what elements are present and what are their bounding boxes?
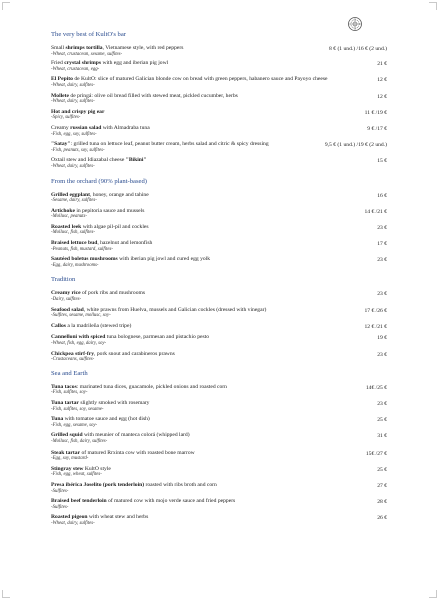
dish-detail-text: , pork snout and carabineros prawns bbox=[94, 350, 175, 357]
dish-detail-text: de pringá: olive oil bread filled with stewed meat, pickled cucumber, herbs bbox=[69, 92, 238, 99]
dish-price: 9,5 € (1 und.) /19 € (2 und.) bbox=[324, 142, 387, 149]
allergens-note: -Fish, egg, wheat, sulfites- bbox=[51, 472, 102, 478]
dish-price: 25 € bbox=[377, 417, 387, 424]
dish-name-line bbox=[51, 351, 371, 358]
dish-name-line bbox=[51, 432, 371, 439]
dish-price: 25 € bbox=[377, 466, 387, 473]
dish-price: 11 € /19 € bbox=[364, 109, 387, 116]
dish-name: Braised beef tenderloin bbox=[51, 498, 107, 505]
menu-item bbox=[51, 416, 387, 428]
dish-name-line bbox=[51, 192, 371, 199]
dish-price: 14€ /25 € bbox=[365, 384, 387, 391]
dish-name-line bbox=[51, 498, 371, 505]
dish-name: crystal shrimps bbox=[64, 60, 102, 67]
dish-price: 23 € bbox=[377, 351, 387, 358]
allergens-note: -Sulfites- bbox=[51, 488, 69, 494]
menu-item bbox=[51, 384, 387, 396]
dish-price: 8 € (1 und.) /16 € (2 und.) bbox=[329, 46, 387, 52]
dish-detail-text: de KultO: slice of matured Galician blonde cow on bread with green peppers, habanero sauce and Payoyo cheese bbox=[72, 76, 328, 83]
dish-name: Braised lettuce bud bbox=[51, 240, 98, 247]
allergens-note: -Sulfites- bbox=[51, 504, 69, 510]
allergens-note: -Wheat, fish, egg, dairy, soy- bbox=[51, 341, 107, 346]
dish-description bbox=[51, 141, 325, 153]
allergens-note: -Wheat, dairy, sulfites- bbox=[51, 82, 95, 88]
allergens-note: -Mollusc, fish, sulfites- bbox=[51, 230, 95, 236]
dish-price: 12 € bbox=[377, 77, 387, 84]
dish-detail-text: with Almadraba tuna bbox=[101, 124, 150, 131]
allergens-note: -Fish, peanuts, soy, sulfites- bbox=[51, 147, 105, 153]
dish-description bbox=[51, 351, 377, 363]
dish-name: Tuna tacos bbox=[51, 383, 77, 390]
dish-name: Roasted leek bbox=[51, 223, 82, 230]
dish-name-line bbox=[51, 384, 360, 391]
dish-name-line bbox=[51, 334, 371, 341]
allergens-note: -Egg, dairy, mushrooms- bbox=[51, 262, 99, 268]
dish-description bbox=[51, 60, 377, 72]
dish-name-line bbox=[51, 323, 358, 330]
dish-name: Callos bbox=[51, 322, 66, 329]
dish-name-line bbox=[51, 76, 371, 83]
dish-price: 14 € /21 € bbox=[364, 208, 387, 215]
menu-item bbox=[51, 290, 387, 302]
menu-item bbox=[51, 60, 387, 72]
menu-item bbox=[51, 498, 387, 510]
dish-detail-text: , white prawns from Huelva, mussels and Galician cockles (dressed with vinegar) bbox=[83, 306, 267, 313]
dish-price: 23 € bbox=[377, 224, 387, 231]
dish-price: 28 € bbox=[377, 499, 387, 506]
menu-item bbox=[51, 400, 387, 412]
dish-description bbox=[51, 45, 329, 57]
section-title: Sea and Earth bbox=[51, 369, 88, 377]
dish-name-line bbox=[51, 45, 323, 52]
dish-description bbox=[51, 307, 364, 319]
crop-mark-bottom-left bbox=[2, 590, 10, 598]
crop-mark-top-right bbox=[429, 2, 437, 10]
menu-section bbox=[51, 276, 387, 362]
dish-description bbox=[51, 125, 367, 137]
dish-detail-text: of pork ribs and mushrooms bbox=[80, 290, 146, 297]
dish-name: Tuna tartar bbox=[51, 399, 79, 406]
dish-name-line bbox=[51, 60, 371, 67]
section-title: From the orchard (90% plant-based) bbox=[51, 177, 147, 185]
dish-name-line bbox=[51, 400, 371, 407]
dish-detail-text: : grilled tuna on lettuce leaf, peanut butter cream, herbs salad and citric & spicy dressing bbox=[70, 141, 269, 148]
menu-item bbox=[51, 256, 387, 268]
dish-detail-text: with egg and iberian pig jowl bbox=[101, 60, 169, 67]
dish-price: 16 € bbox=[377, 192, 387, 199]
menu-item bbox=[51, 307, 387, 319]
dish-detail-text: with wheat stew and herbs bbox=[87, 514, 149, 521]
dish-description bbox=[51, 482, 377, 494]
dish-detail-text: of matured cow with mojo verde sauce and fried peppers bbox=[106, 498, 236, 505]
allergens-note: -Peanuts, fish, mustard, sulfites- bbox=[51, 246, 113, 252]
allergens-note: -Wheat, dairy, sulfites- bbox=[51, 520, 95, 526]
dish-detail-text: with iberian pig jowl and cured egg yolk bbox=[117, 256, 211, 263]
dish-price: 23 € bbox=[377, 291, 387, 298]
menu-item bbox=[51, 514, 387, 526]
menu-section bbox=[51, 370, 387, 527]
dish-description bbox=[51, 192, 377, 204]
dish-description bbox=[51, 93, 377, 105]
dish-price: 19 € bbox=[377, 335, 387, 342]
dish-description bbox=[51, 334, 377, 346]
dish-price: 23 € bbox=[377, 257, 387, 264]
menu-page bbox=[51, 31, 387, 526]
allergens-note: -Fish, egg, sesame, soy- bbox=[51, 422, 98, 428]
dish-detail-text: with meunier of manteca colorá (whipped lard) bbox=[82, 432, 190, 439]
dish-name: Creamy rice bbox=[51, 290, 81, 297]
dish-name-line bbox=[51, 307, 358, 314]
menu-item bbox=[51, 240, 387, 252]
allergens-note: -Sesame, dairy, sulfites- bbox=[51, 198, 97, 204]
dish-description bbox=[51, 323, 364, 330]
menu-item bbox=[51, 351, 387, 363]
allergens-note: -Mollusc, fish, dairy, sulfites- bbox=[51, 438, 108, 444]
dish-price: 26 € bbox=[377, 515, 387, 522]
dish-name: Stingray stew bbox=[51, 465, 84, 472]
dish-detail-text: with tomatoe sauce and egg (hot dish) bbox=[63, 416, 150, 423]
dish-description bbox=[51, 208, 364, 220]
dish-name-line bbox=[51, 290, 371, 297]
dish-lead-text: Small bbox=[51, 45, 66, 51]
dish-detail-text: tuna bolognese, parmesan and pistachio pesto bbox=[105, 334, 210, 341]
dish-price: 15 € bbox=[377, 158, 387, 165]
dish-name: Tuna bbox=[51, 416, 64, 423]
dish-name-line bbox=[51, 450, 360, 457]
menu-item bbox=[51, 323, 387, 331]
menu-section bbox=[51, 31, 387, 170]
dish-description bbox=[51, 416, 377, 428]
dish-name: Sautéed boletus mushrooms bbox=[51, 256, 118, 263]
dish-description bbox=[51, 432, 377, 444]
dish-detail-text: : marinated tuna dices, guacamole, pickled onions and roasted corn bbox=[76, 383, 227, 390]
allergens-note: -Dairy, sulfites- bbox=[51, 297, 82, 303]
dish-name: Roasted pigeon bbox=[51, 514, 88, 521]
menu-item bbox=[51, 432, 387, 444]
allergens-note: -Mollusc, peanuts- bbox=[51, 214, 87, 220]
menu-item bbox=[51, 224, 387, 236]
dish-description bbox=[51, 400, 377, 412]
dish-description bbox=[51, 256, 377, 268]
dish-detail-text: slightly smoked with rosemary bbox=[78, 399, 150, 406]
allergens-note: -Crustaceans, sulfites- bbox=[51, 357, 95, 363]
dish-lead-text: Fried bbox=[51, 60, 65, 67]
dish-price: 27 € bbox=[377, 482, 387, 489]
menu-item bbox=[51, 141, 387, 153]
dish-detail-text: with algae pil-pil and cockles bbox=[81, 223, 149, 230]
dish-name-line bbox=[51, 125, 361, 132]
dish-name: Steak tartar bbox=[51, 449, 81, 456]
allergens-note: -Fish, sulfites, soy, sesame- bbox=[51, 406, 104, 412]
dish-name: shrimps tortilla bbox=[65, 45, 103, 51]
dish-detail-text: , Vietnamese style, with red peppers bbox=[102, 45, 184, 51]
dish-price: 12 € bbox=[377, 93, 387, 100]
dish-description bbox=[51, 290, 377, 302]
dish-name: Cannelloni with spiced bbox=[51, 334, 106, 341]
dish-description bbox=[51, 157, 377, 169]
dish-name-line bbox=[51, 109, 359, 116]
menu-item bbox=[51, 93, 387, 105]
menu-item bbox=[51, 192, 387, 204]
dish-name-line bbox=[51, 93, 371, 100]
dish-price: 31 € bbox=[377, 433, 387, 440]
dish-price: 15€ /27 € bbox=[365, 450, 387, 457]
dish-price: 9 € /17 € bbox=[367, 125, 387, 132]
dish-name: "Bikini" bbox=[125, 157, 147, 164]
dish-description bbox=[51, 76, 377, 88]
dish-description bbox=[51, 514, 377, 526]
dish-name: "Satay" bbox=[51, 141, 71, 148]
dish-detail-text: , honey, orange and tahine bbox=[90, 191, 149, 198]
section-title: Tradition bbox=[51, 276, 76, 284]
dish-name: Chickpea stirf-fry bbox=[51, 350, 95, 357]
dish-price: 23 € bbox=[377, 400, 387, 407]
dish-lead-text: Oxtail stew and Idiazabal cheese bbox=[51, 157, 126, 164]
crop-mark-top-left bbox=[2, 2, 10, 10]
dish-name-line bbox=[51, 224, 371, 231]
dish-description bbox=[51, 240, 377, 252]
dish-description bbox=[51, 466, 377, 478]
allergens-note: -Wheat, crustacean, sesame, sulfites- bbox=[51, 51, 123, 57]
dish-name-line bbox=[51, 141, 319, 148]
dish-name-line bbox=[51, 240, 371, 247]
dish-detail-text: , hazelnut and lemonfish bbox=[97, 240, 153, 247]
dish-name: Hot and crispy pig ear bbox=[51, 108, 105, 115]
menu-item bbox=[51, 482, 387, 494]
dish-name-line bbox=[51, 416, 371, 423]
dish-lead-text: Creamy bbox=[51, 124, 71, 131]
dish-name: Seafood salad bbox=[51, 306, 84, 313]
dish-name-line bbox=[51, 482, 371, 489]
menu-section bbox=[51, 178, 387, 269]
allergens-note: -Egg, soy, mustard- bbox=[51, 456, 89, 462]
dish-detail-text: a la madrileña (stewed tripe) bbox=[65, 322, 132, 329]
dish-description bbox=[51, 498, 377, 510]
dish-name: El Pepito bbox=[51, 76, 73, 83]
dish-name-line bbox=[51, 256, 371, 263]
menu-item bbox=[51, 125, 387, 137]
dish-name-line bbox=[51, 208, 358, 215]
dish-detail-text: in pepitoria sauce and mussels bbox=[74, 207, 145, 214]
dish-name: Grilled squid bbox=[51, 432, 83, 439]
dish-price: 17 € /26 € bbox=[364, 307, 387, 314]
menu-item bbox=[51, 45, 387, 57]
section-title: The very best of KultO's bar bbox=[51, 31, 126, 38]
allergens-note: -Fish, sulfites, soy- bbox=[51, 390, 88, 396]
dish-price: 21 € bbox=[377, 61, 387, 68]
dish-description bbox=[51, 109, 365, 121]
menu-item bbox=[51, 466, 387, 478]
dish-detail-text: roasted with ribs broth and corn bbox=[144, 481, 217, 488]
dish-name-line bbox=[51, 466, 371, 473]
allergens-note: -Fish, egg, soy, sulfites- bbox=[51, 131, 97, 137]
dish-description bbox=[51, 450, 366, 462]
allergens-note: -Wheat, dairy, sulfites- bbox=[51, 163, 95, 169]
dish-name: russian salad bbox=[70, 124, 102, 131]
dish-description bbox=[51, 224, 377, 236]
dish-detail-text: of matured Rrxinta cow with roasted bone marrow bbox=[80, 449, 195, 456]
menu-item bbox=[51, 334, 387, 346]
dish-name-line bbox=[51, 157, 371, 164]
crop-mark-bottom-right bbox=[429, 590, 437, 598]
dish-name: Artichoke bbox=[51, 207, 75, 214]
menu-item bbox=[51, 76, 387, 88]
dish-name-line bbox=[51, 514, 371, 521]
dish-price: 17 € bbox=[377, 241, 387, 248]
dish-price: 12 € /21 € bbox=[364, 323, 387, 330]
dish-description bbox=[51, 384, 366, 396]
menu-item bbox=[51, 208, 387, 220]
allergens-note: -Wheat, dairy, sulfites- bbox=[51, 99, 95, 105]
dish-name: Presa ibérica Joselito (pork tenderloin) bbox=[51, 481, 145, 488]
menu-item bbox=[51, 450, 387, 462]
allergens-note: -Spicy, sulfites- bbox=[51, 115, 81, 121]
dish-name: Mollete bbox=[51, 92, 70, 99]
dish-name: Grilled eggplant bbox=[51, 191, 91, 198]
dish-detail-text: KultO style bbox=[83, 465, 111, 472]
menu-item bbox=[51, 109, 387, 121]
allergens-note: -Wheat, crustacean, egg- bbox=[51, 66, 100, 72]
allergens-note: -Sulfites, sesame, mollusc, soy- bbox=[51, 313, 111, 319]
menu-item bbox=[51, 157, 387, 169]
kulto-logo-icon bbox=[347, 16, 363, 32]
